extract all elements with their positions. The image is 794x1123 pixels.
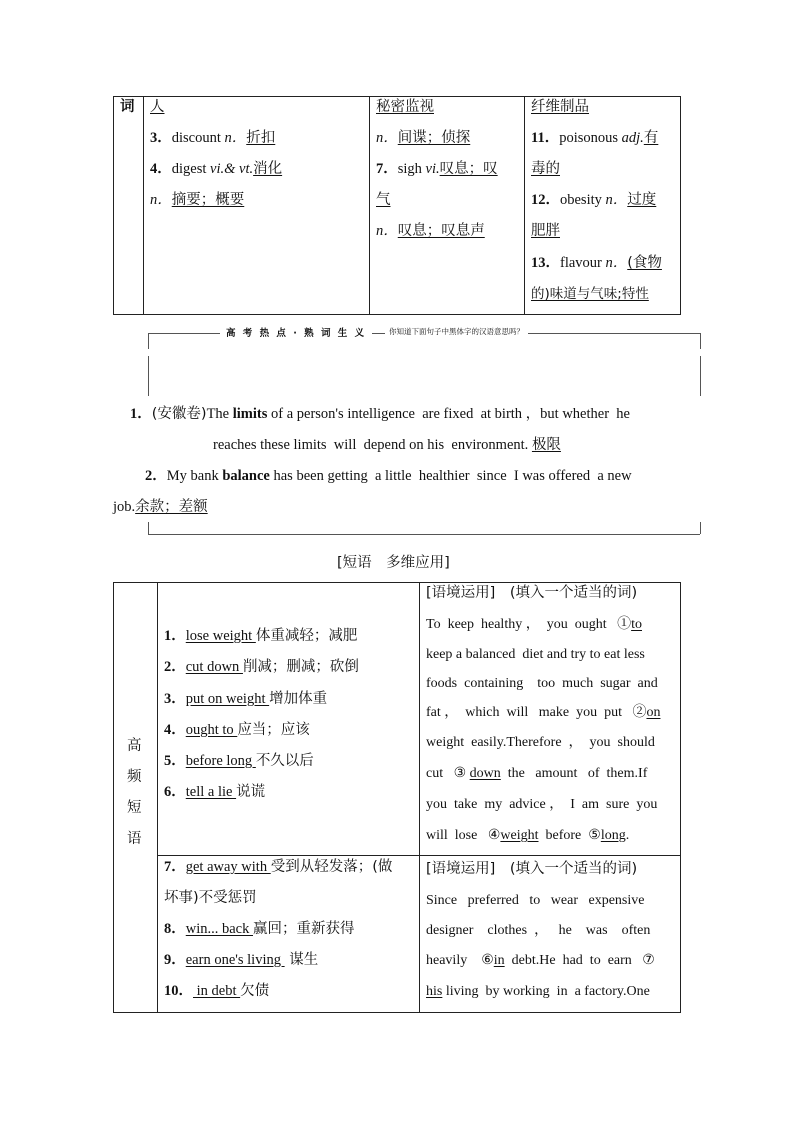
vocab-item-4-noun: n．摘要；概要	[150, 192, 245, 208]
phrase-item: 7．get away with 受到从轻发落；(做	[164, 859, 393, 875]
context-line: weight easily.Therefore ， you should	[426, 735, 655, 750]
hot-answer-2: 余款；差额	[135, 499, 208, 515]
vocab-spy-noun: n．间谍；侦探	[376, 130, 471, 146]
vocab-item-7: 7．sigh vi.叹息；叹	[376, 161, 498, 177]
context-line: Since preferred to wear expensive	[426, 893, 645, 908]
vocab-item-13-cont: 的)味道与气味;特性	[531, 286, 649, 302]
phrase-item: 3．put on weight 增加体重	[164, 691, 328, 707]
context-heading-1: [语境运用] (填入一个适当的词)	[426, 585, 638, 601]
vocab-sigh-noun: n．叹息；叹息声	[376, 223, 485, 239]
vocab-item-12: 12．obesity n．过度	[531, 192, 657, 208]
vocab-fragment-1: 人	[150, 99, 165, 115]
side-label-3: 短	[127, 800, 142, 816]
phrase-item: 5．before long 不久以后	[164, 753, 314, 769]
phrase-item: 1．lose weight 体重减轻；减肥	[164, 628, 358, 644]
context-line: keep a balanced diet and try to eat less	[426, 647, 645, 662]
vocab-item-13: 13．flavour n．(食物	[531, 255, 662, 271]
side-label-4: 语	[127, 831, 142, 847]
vocab-item-11: 11．poisonous adj.有	[531, 130, 659, 146]
hot-sentence-1-cont: reaches these limits will depend on his environment. 极限	[213, 437, 561, 453]
context-line: you take my advice ， I am sure you	[426, 797, 658, 812]
vocab-item-12-cont: 肥胖	[531, 223, 560, 239]
side-label-2: 频	[127, 769, 142, 785]
context-heading-2: [语境运用] (填入一个适当的词)	[426, 861, 638, 877]
vocab-item-11-cont: 毒的	[531, 161, 560, 177]
vocab-item-7-cont: 气	[376, 192, 391, 208]
context-line: foods containing too much sugar and	[426, 676, 658, 691]
vocab-item-4: 4．digest vi.& vt.消化	[150, 161, 283, 177]
hot-sentence-2: 2．My bank balance has been getting a little healthier since I was offered a new	[145, 468, 632, 484]
phrase-item: 8．win... back 赢回；重新获得	[164, 921, 355, 937]
vocab-side-label: 词	[120, 99, 135, 115]
vocab-fragment-3: 纤维制品	[531, 99, 589, 115]
context-line: To keep healthy ， you ought ①to	[426, 617, 642, 632]
hot-section-title: 高 考 热 点 · 熟 词 生 义	[220, 325, 372, 339]
hot-sentence-2-cont: job.余款；差额	[113, 499, 208, 515]
hot-answer-1: 极限	[531, 437, 561, 453]
side-label-1: 高	[127, 738, 142, 754]
vocab-fragment-2: 秘密监视	[376, 99, 434, 115]
phrase-item-cont: 坏事)不受惩罚	[164, 890, 257, 906]
context-line: designer clothes ， he was often	[426, 923, 651, 938]
context-line: cut ③ down the amount of them.If	[426, 766, 648, 781]
hot-sentence-1: 1．(安徽卷)The limits of a person's intelligence are fixed at birth ，but whether he	[130, 406, 630, 422]
phrase-item: 9．earn one's living 谋生	[164, 952, 319, 968]
phrase-item: 6．tell a lie 说谎	[164, 784, 266, 800]
context-line: his living by working in a factory.One	[426, 984, 650, 999]
phrase-item: 4．ought to 应当；应该	[164, 722, 310, 738]
phrases-section-title: [短语 多维应用]	[337, 555, 450, 571]
phrase-item: 10． in debt 欠债	[164, 983, 270, 999]
context-line: will lose ④weight before ⑤long.	[426, 828, 630, 843]
context-line: fat ， which will make you put ②on	[426, 705, 661, 720]
context-line: heavily ⑥in debt.He had to earn ⑦	[426, 953, 655, 968]
phrase-item: 2．cut down 削减；删减；砍倒	[164, 659, 359, 675]
hot-section-subtitle: 你知道下面句子中黑体字的汉语意思吗？	[385, 326, 528, 337]
vocab-item-3: 3．discount n．折扣	[150, 130, 276, 146]
